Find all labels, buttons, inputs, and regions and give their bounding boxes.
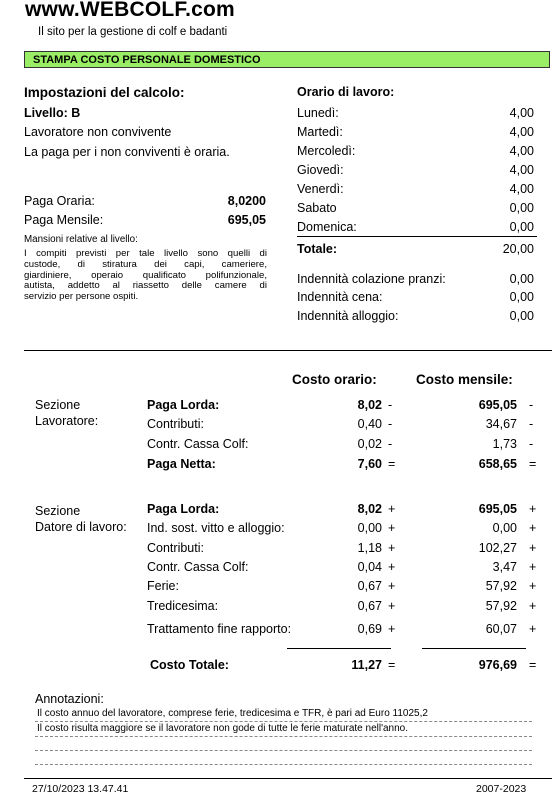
- costo-totale-mensile: 976,69: [478, 658, 517, 672]
- cost-mensile: 102,27: [478, 541, 517, 555]
- cost-op: +: [388, 521, 396, 535]
- cost-op: +: [529, 599, 537, 613]
- cost-op: +: [388, 599, 396, 613]
- annotazioni-title: Annotazioni:: [35, 692, 104, 706]
- indennita-value: 0,00: [509, 309, 534, 323]
- cost-label: Contributi:: [147, 541, 204, 555]
- settings-title: Impostazioni del calcolo:: [24, 85, 185, 100]
- day-hours: 4,00: [509, 163, 534, 177]
- costo-totale-op: =: [529, 658, 537, 672]
- cost-label: Paga Netta:: [147, 457, 216, 471]
- report-banner-text: STAMPA COSTO PERSONALE DOMESTICO: [33, 54, 261, 66]
- totale-rule-orario: [287, 648, 391, 649]
- cost-mensile: 658,65: [478, 457, 517, 471]
- footer-years: 2007-2023: [476, 783, 527, 795]
- annotazione-line: Il costo risulta maggiore se il lavoratore non gode di tutte le ferie maturate nell'anno.: [37, 723, 409, 734]
- mansioni-title: Mansioni relative al livello:: [24, 234, 138, 245]
- day-hours: 4,00: [509, 144, 534, 158]
- cost-orario: 0,67: [357, 579, 382, 593]
- cost-mensile: 1,73: [492, 437, 517, 451]
- cost-op: +: [529, 560, 537, 574]
- cost-mensile: 34,67: [485, 417, 517, 431]
- indennita-label: Indennità cena:: [297, 290, 383, 304]
- mansioni-line: autista, addetto al riassetto delle camere di: [24, 280, 267, 292]
- annotazione-rule: [35, 736, 532, 737]
- day-label: Martedì:: [297, 125, 343, 139]
- paga-mensile-label: Paga Mensile:: [24, 213, 104, 227]
- day-label: Mercoledì:: [297, 144, 356, 158]
- annotazione-line: Il costo annuo del lavoratore, comprese ferie, tredicesima e TFR, è pari ad Euro 11025,2: [37, 708, 428, 719]
- section-lavoratore-label: Sezione: [35, 398, 81, 412]
- cost-op: -: [529, 437, 534, 451]
- mansioni-text: [24, 249, 267, 303]
- report-banner: [24, 51, 550, 68]
- col-header-mensile: Costo mensile:: [416, 372, 513, 387]
- orario-total-rule: [297, 236, 537, 237]
- indennita-value: 0,00: [509, 290, 534, 304]
- cost-label: Contr. Cassa Colf:: [147, 437, 249, 451]
- cost-orario: 1,18: [357, 541, 382, 555]
- cost-label: Ind. sost. vitto e alloggio:: [147, 521, 285, 535]
- cost-op: =: [388, 457, 396, 471]
- cost-mensile: 3,47: [492, 560, 517, 574]
- cost-orario: 0,40: [357, 417, 382, 431]
- footer-rule: [24, 778, 552, 779]
- day-hours: 0,00: [509, 201, 534, 215]
- cost-mensile: 60,07: [485, 622, 517, 636]
- cost-orario: 0,00: [357, 521, 382, 535]
- cost-op: -: [388, 417, 393, 431]
- mansioni-line: I compiti previsti per tale livello sono quelli di: [24, 248, 267, 259]
- cost-op: +: [529, 502, 537, 516]
- annotazione-rule: [35, 764, 532, 765]
- cost-orario: 8,02: [357, 398, 382, 412]
- settings-nota-paga: La paga per i non conviventi è oraria.: [24, 145, 230, 159]
- mansioni-line: custode, di stiratura dei capi, cameriere,: [24, 258, 267, 270]
- cost-op: +: [388, 502, 396, 516]
- day-label: Sabato: [297, 201, 337, 215]
- day-hours: 4,00: [509, 182, 534, 196]
- cost-op: +: [388, 622, 396, 636]
- cost-mensile: 695,05: [478, 398, 517, 412]
- site-tagline: Il sito per la gestione di colf e badanti: [38, 26, 228, 38]
- cost-label: Ferie:: [147, 579, 179, 593]
- cost-mensile: 0,00: [492, 521, 517, 535]
- paga-mensile-value: 695,05: [227, 213, 266, 227]
- cost-orario: 0,67: [357, 599, 382, 613]
- totale-rule-mensile: [422, 648, 526, 649]
- cost-mensile: 695,05: [478, 502, 517, 516]
- mansioni-line: servizio per persone ospiti.: [24, 291, 139, 303]
- cost-mensile: 57,92: [485, 579, 517, 593]
- orario-title: Orario di lavoro:: [297, 85, 395, 99]
- indennita-label: Indennità colazione pranzi:: [297, 272, 446, 286]
- section-divider: [24, 350, 552, 351]
- col-header-orario: Costo orario:: [292, 372, 377, 387]
- cost-label: Paga Lorda:: [147, 398, 220, 412]
- section-lavoratore-label: Lavoratore:: [35, 414, 99, 428]
- footer-timestamp: 27/10/2023 13.47.41: [32, 783, 129, 795]
- cost-op: +: [388, 579, 396, 593]
- annotazione-rule: [35, 721, 532, 722]
- cost-op: +: [529, 541, 537, 555]
- day-label: Lunedì:: [297, 106, 339, 120]
- section-datore-label: Sezione: [35, 504, 81, 518]
- cost-label: Contr. Cassa Colf:: [147, 560, 249, 574]
- indennita-value: 0,00: [509, 272, 534, 286]
- cost-orario: 8,02: [357, 502, 382, 516]
- settings-tipo: Lavoratore non convivente: [24, 125, 172, 139]
- cost-op: -: [388, 437, 393, 451]
- cost-op: =: [529, 457, 537, 471]
- costo-totale-label: Costo Totale:: [150, 658, 229, 672]
- cost-label: Paga Lorda:: [147, 502, 220, 516]
- cost-op: +: [388, 541, 396, 555]
- cost-op: +: [529, 521, 537, 535]
- cost-orario: 0,02: [357, 437, 382, 451]
- site-title[interactable]: www.WEBCOLF.com: [25, 0, 235, 21]
- mansioni-line: giardiniere, operaio qualificato polifunzionale,: [24, 269, 267, 281]
- cost-mensile: 57,92: [485, 599, 517, 613]
- indennita-label: Indennità alloggio:: [297, 309, 399, 323]
- section-datore-label: Datore di lavoro:: [35, 520, 127, 534]
- cost-op: +: [388, 560, 396, 574]
- cost-orario: 0,04: [357, 560, 382, 574]
- cost-op: +: [529, 579, 537, 593]
- cost-op: +: [529, 622, 537, 636]
- settings-livello: Livello: B: [24, 106, 81, 120]
- cost-op: -: [388, 398, 393, 412]
- cost-orario: 7,60: [357, 457, 382, 471]
- costo-totale-orario: 11,27: [351, 658, 382, 672]
- costo-totale-op: =: [388, 658, 396, 672]
- day-hours: 0,00: [509, 220, 534, 234]
- annotazione-rule: [35, 750, 532, 751]
- orario-totale-value: 20,00: [502, 242, 534, 256]
- orario-totale-label: Totale:: [297, 242, 338, 256]
- day-label: Giovedì:: [297, 163, 344, 177]
- day-hours: 4,00: [509, 106, 534, 120]
- day-label: Domenica:: [297, 220, 357, 234]
- cost-label: Trattamento fine rapporto:: [147, 622, 292, 636]
- cost-label: Tredicesima:: [147, 599, 219, 613]
- paga-oraria-label: Paga Oraria:: [24, 194, 95, 208]
- day-label: Venerdì:: [297, 182, 344, 196]
- cost-op: -: [529, 398, 534, 412]
- cost-op: -: [529, 417, 534, 431]
- cost-label: Contributi:: [147, 417, 204, 431]
- cost-orario: 0,69: [357, 622, 382, 636]
- day-hours: 4,00: [509, 125, 534, 139]
- paga-oraria-value: 8,0200: [227, 194, 266, 208]
